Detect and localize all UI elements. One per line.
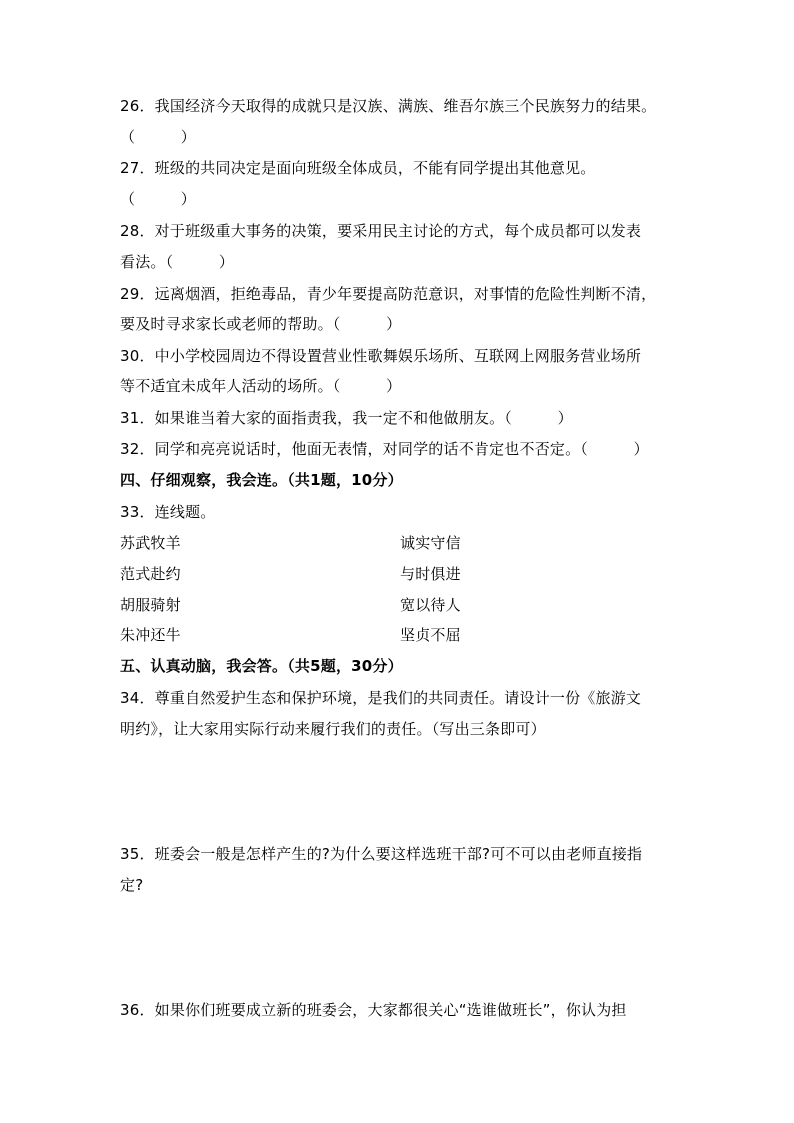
q30-line1: 30．中小学校园周边不得设置营业性歌舞娱乐场所、互联网上网服务营业场所 — [120, 347, 642, 365]
q32-line1: 32．同学和亮亮说话时，他面无表情，对同学的话不肯定也不否定。（ ） — [120, 440, 649, 458]
match-right-item[interactable]: 与时俱进 — [400, 565, 461, 583]
section4-heading: 四、仔细观察，我会连。（共1题，10分） — [120, 471, 403, 489]
match-right-item[interactable]: 诚实守信 — [400, 534, 461, 552]
q31-line1: 31．如果谁当着大家的面指责我，我一定不和他做朋友。（ ） — [120, 409, 573, 427]
q36-line1: 36．如果你们班要成立新的班委会，大家都很关心“选谁做班长”，你认为担 — [120, 1001, 627, 1019]
match-left-item[interactable]: 胡服骑射 — [120, 596, 181, 614]
section5-heading: 五、认真动脑，我会答。（共5题，30分） — [120, 657, 403, 675]
match-row — [120, 595, 461, 615]
match-right-item[interactable]: 坚贞不屈 — [400, 626, 461, 644]
q34-line1: 34．尊重自然爱护生态和保护环境，是我们的共同责任。请设计一份《旅游文 — [120, 689, 642, 707]
q26-answer-blank: （ ） — [120, 128, 197, 146]
q26-line1: 26．我国经济今天取得的成就只是汉族、满族、维吾尔族三个民族努力的结果。 — [120, 97, 657, 115]
q29-line1: 29．远离烟酒，拒绝毒品，青少年要提高防范意识，对事情的危险性判断不清， — [120, 285, 657, 303]
q34-line2: 明约》，让大家用实际行动来履行我们的责任。（写出三条即可） — [120, 720, 546, 738]
match-row — [120, 533, 461, 553]
match-left-item[interactable]: 范式赴约 — [120, 565, 181, 583]
q35-line1: 35．班委会一般是怎样产生的?为什么要这样选班干部?可不可以由老师直接指 — [120, 845, 643, 863]
q27-answer-blank: （ ） — [120, 190, 197, 208]
match-row — [120, 625, 461, 645]
q30-line2: 等不适宜未成年人活动的场所。（ ） — [120, 377, 402, 395]
q28-line1: 28．对于班级重大事务的决策，要采用民主讨论的方式，每个成员都可以发表 — [120, 222, 642, 240]
q28-line2: 看法。（ ） — [120, 253, 235, 271]
q35-line2: 定? — [120, 876, 144, 894]
match-left-item[interactable]: 朱冲还牛 — [120, 626, 181, 644]
q29-line2: 要及时寻求家长或老师的帮助。（ ） — [120, 315, 402, 333]
match-right-item[interactable]: 宽以待人 — [400, 596, 461, 614]
match-row — [120, 564, 461, 584]
q27-line1: 27．班级的共同决定是面向班级全体成员，不能有同学提出其他意见。 — [120, 159, 596, 177]
q33-prompt: 33．连线题。 — [120, 503, 216, 521]
match-left-item[interactable]: 苏武牧羊 — [120, 534, 181, 552]
